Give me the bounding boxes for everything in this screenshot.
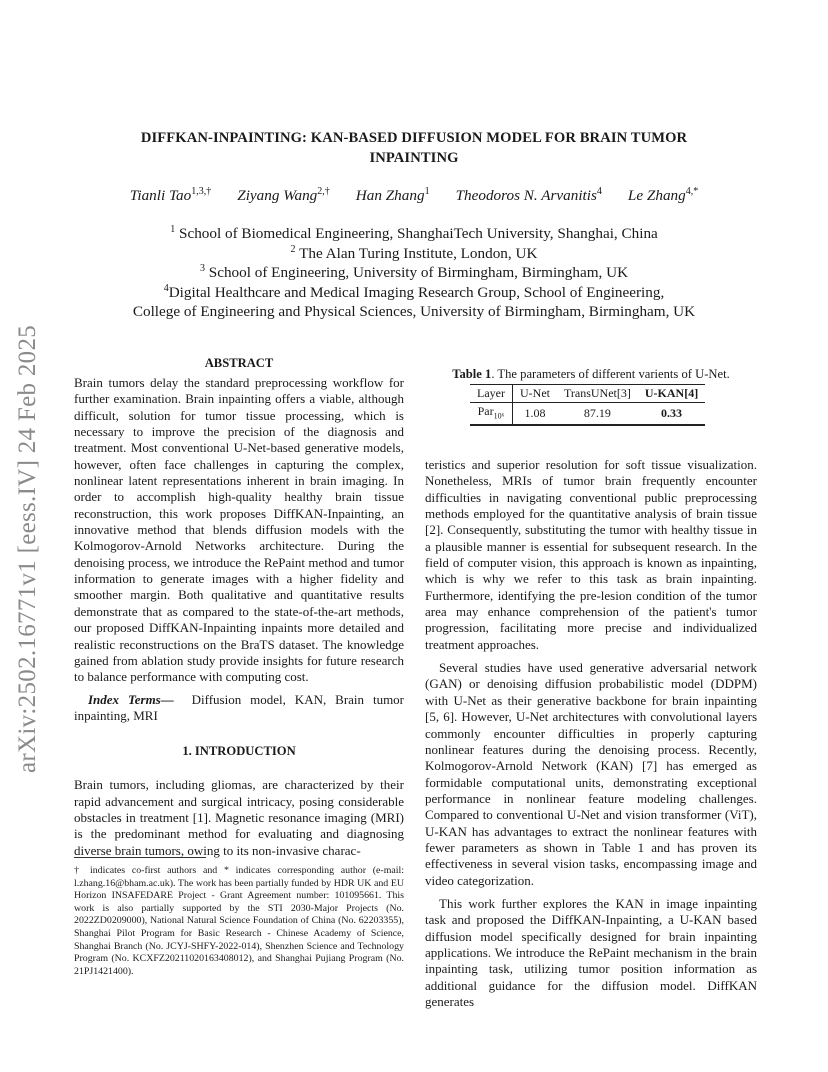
title-line-2: INPAINTING: [369, 150, 459, 166]
paper-title: [80, 128, 748, 168]
footnote-rule: [74, 857, 206, 858]
author: [356, 186, 430, 206]
title-line-1: DIFFKAN-INPAINTING: KAN-BASED DIFFUSION MODEL FOR BRAIN TUMOR: [140, 130, 688, 146]
intro-paragraph-1-right: teristics and superior resolution for soft tissue visualization. Nonetheless, MRIs of tumor brain frequently encounter difficulties in navigating conventional public preprocessing methods employed for the quantitative analysis of brain tissue [2]. Consequently, substituting the tumor with healthy tissue in a plausible manner is essential for subsequent research. In the field of computer vision, this approach is known as inpainting, which is why we refer to this task as brain inpainting. Furthermore, identifying the pre-lesion condition of the tumor area may enhance comprehension of the patient's tumor progression, facilitating more precise and individualized treatment approaches.: [425, 457, 757, 652]
table-cell: 87.19: [583, 406, 611, 421]
author-sup: 4: [596, 186, 602, 197]
aff-sup: 3: [199, 263, 205, 275]
affiliations: [80, 224, 748, 322]
table-row-label: [470, 403, 512, 426]
footnote: † indicates co-first authors and * indicates corresponding author (e-mail: l.zhang.16@bham.ac.uk). The work has been partially funded by HDR UK and EU Horizon INSAFEDARE Project - Grant Agreement number: 101095661. This work is also partially supported by the STI 2030-Major Projects (No. 2022ZD0209000), National Natural Science Foundation of China (No. 62203355), Shanghai Pilot Program for Basic Research - Chinese Academy of Science, Shanghai Branch (No. JCYJ-SHFY-2022-014), Shenzhen Science and Technology Program (No. KCXFZ20211020163408012), and Shanghai Pujiang Program (No. 21PJ1421400).: [74, 865, 404, 977]
author-sup: 4,*: [685, 186, 699, 197]
table-caption: [425, 366, 757, 382]
row-label-sub: 10⁶: [493, 411, 505, 421]
table-header-cell: TransUNet[3]: [557, 385, 638, 403]
left-column: [74, 355, 404, 859]
affiliation-line: [80, 224, 748, 244]
parameters-table: [470, 384, 705, 426]
table-header-row: [470, 385, 705, 403]
author: [237, 186, 330, 206]
aff-sup: 2: [290, 243, 296, 255]
affiliation-line: [80, 263, 748, 283]
aff-text: School of Engineering, University of Birmingham, Birmingham, UK: [208, 264, 629, 282]
author: [628, 186, 698, 206]
right-column: [425, 457, 757, 1010]
author-name: Tianli Tao: [129, 187, 192, 204]
affiliation-line: [80, 244, 748, 264]
author-name: Ziyang Wang: [237, 187, 318, 204]
affiliation-line: [80, 302, 748, 322]
table-caption-text: . The parameters of different varients of U-Net.: [491, 367, 730, 381]
author-name: Le Zhang: [627, 187, 686, 204]
table-header-cell: Layer: [470, 385, 512, 403]
table-row: [470, 403, 705, 426]
aff-text: College of Engineering and Physical Sciences, University of Birmingham, Birmingham, UK: [132, 303, 696, 321]
row-label-text: Par: [477, 404, 494, 418]
author: [456, 186, 602, 206]
aff-text: Digital Healthcare and Medical Imaging Research Group, School of Engineering,: [168, 283, 665, 301]
index-terms-label: Index Terms—: [88, 691, 174, 707]
aff-text: School of Biomedical Engineering, ShanghaiTech University, Shanghai, China: [179, 225, 658, 242]
aff-text: The Alan Turing Institute, London, UK: [299, 244, 538, 262]
table-cell: 0.33: [661, 406, 683, 421]
section-heading-introduction: 1. INTRODUCTION: [182, 744, 296, 759]
abstract-heading: ABSTRACT: [204, 356, 274, 370]
table-header-cell: U-KAN[4]: [638, 385, 705, 403]
aff-sup: 4: [163, 282, 169, 294]
index-terms-text: Diffusion model, KAN, Brain tumor inpainting, MRI: [74, 691, 405, 723]
table-cell: 1.08: [524, 406, 546, 421]
arxiv-identifier: arXiv:2502.16771v1 [eess.IV] 24 Feb 2025: [14, 324, 41, 773]
author-sup: 1: [424, 186, 430, 197]
author-sup: 1,3,†: [191, 186, 212, 197]
author-name: Theodoros N. Arvanitis: [455, 187, 597, 204]
author-sup: 2,†: [317, 186, 330, 197]
aff-sup: 1: [170, 224, 176, 235]
intro-paragraph-1-left: Brain tumors, including gliomas, are characterized by their rapid advancement and surgical intricacy, posing considerable obstacles in treatment [1]. Magnetic resonance imaging (MRI) is the predominant method for evaluating and diagnosing diverse brain tumors, owing to its non-invasive charac-: [74, 777, 404, 858]
table-header-cell: U-Net: [512, 385, 557, 403]
abstract-text: Brain tumors delay the standard preprocessing workflow for further examination. Brain inpainting offers a viable, although difficult, solution for tumor tissue processing, which is necessary to improve the precision of the diagnosis and treatment. Most conventional U-Net-based generative models, however, often face challenges in capturing the complex, nonlinear latent representations inherent in brain imaging. In order to accomplish high-quality healthy brain tissue reconstruction, this work proposes DiffKAN-Inpainting, an innovative method that blends diffusion models with the Kolmogorov-Arnold Networks architecture. During the denoising process, we introduce the RePaint method and tumor information to generate images with a higher fidelity and smoother margin. Both qualitative and quantitative results demonstrate that as compared to the state-of-the-art methods, our proposed DiffKAN-Inpainting inpaints more detailed and realistic reconstructions on the BraTS dataset. The knowledge gained from ablation study provide insights for future research to balance performance with computing cost.: [74, 375, 404, 685]
affiliation-line: [80, 283, 748, 303]
intro-paragraph-3: This work further explores the KAN in image inpainting task and proposed the DiffKAN-Inpainting, a U-KAN based diffusion model specifically designed for brain inpainting applications. We introduce the RePaint mechanism in the brain inpainting task, utilizing tumor position information as additional guidance for the diffusion model. DiffKAN generates: [425, 895, 757, 1009]
table-caption-label: Table 1: [452, 367, 492, 381]
author: [130, 186, 212, 206]
author-list: [70, 186, 758, 206]
author-name: Han Zhang: [355, 187, 425, 204]
index-terms: [74, 692, 404, 725]
intro-paragraph-2: Several studies have used generative adversarial network (GAN) or denoising diffusion probabilistic model (DDPM) with U-Net as their generative backbone for brain inpainting [5, 6]. However, U-Net architectures with convolutional layers commonly encounter difficulties in properly capturing nonlinear features during the denoising process. Recently, Kolmogorov-Arnold Network (KAN) [7] has emerged as formidable computational units, demonstrating exceptional performance in nonlinear feature modeling challenges. Compared to conventional U-Net and vision transformer (ViT), U-KAN has advantages to extract the nonlinear features with fewer parameters as shown in Table 1 and has proven its effectiveness in several vision tasks, encompassing image and video categorization.: [425, 660, 757, 888]
